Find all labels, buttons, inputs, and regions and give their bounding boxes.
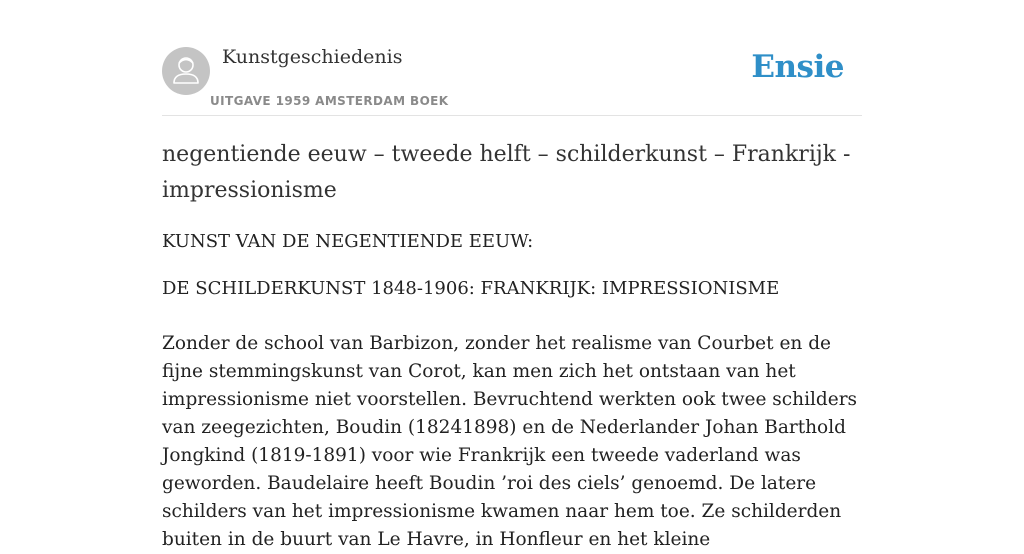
article-subheading: DE SCHILDERKUNST 1848-1906: FRANKRIJK: IMPRESSIONISME <box>162 278 780 299</box>
site-logo[interactable]: Ensie <box>751 49 844 85</box>
article-body: Zonder de school van Barbizon, zonder het realisme van Courbet en de fijne stemmingskunst van Corot, kan men zich het ontstaan van het impressionisme niet voorstellen. Bevruchtend werkten ook twee schilders van zeegezichten, Boudin (18241898) en de Nederlander Johan Barthold Jongkind (1819-1891) voor wie Frankrijk een tweede vaderland was geworden. Baudelaire heeft Boudin ’roi des ciels’ genoemd. De latere schilders van het impressionisme kwamen naar hem toe. Ze schilderden buiten in de buurt van Le Havre, in Honfleur en het kleine <box>162 333 858 550</box>
avatar[interactable] <box>162 47 210 95</box>
article-header <box>162 0 862 116</box>
category-link[interactable]: Kunstgeschiedenis <box>222 46 403 68</box>
article-subheading: KUNST VAN DE NEGENTIENDE EEUW: <box>162 231 534 252</box>
source-label[interactable]: UITGAVE 1959 AMSTERDAM BOEK <box>210 94 449 108</box>
article-title: negentiende eeuw – tweede helft – schilderkunst – Frankrijk - impressionisme <box>162 142 851 203</box>
user-icon <box>162 47 210 95</box>
article-page <box>162 0 862 550</box>
